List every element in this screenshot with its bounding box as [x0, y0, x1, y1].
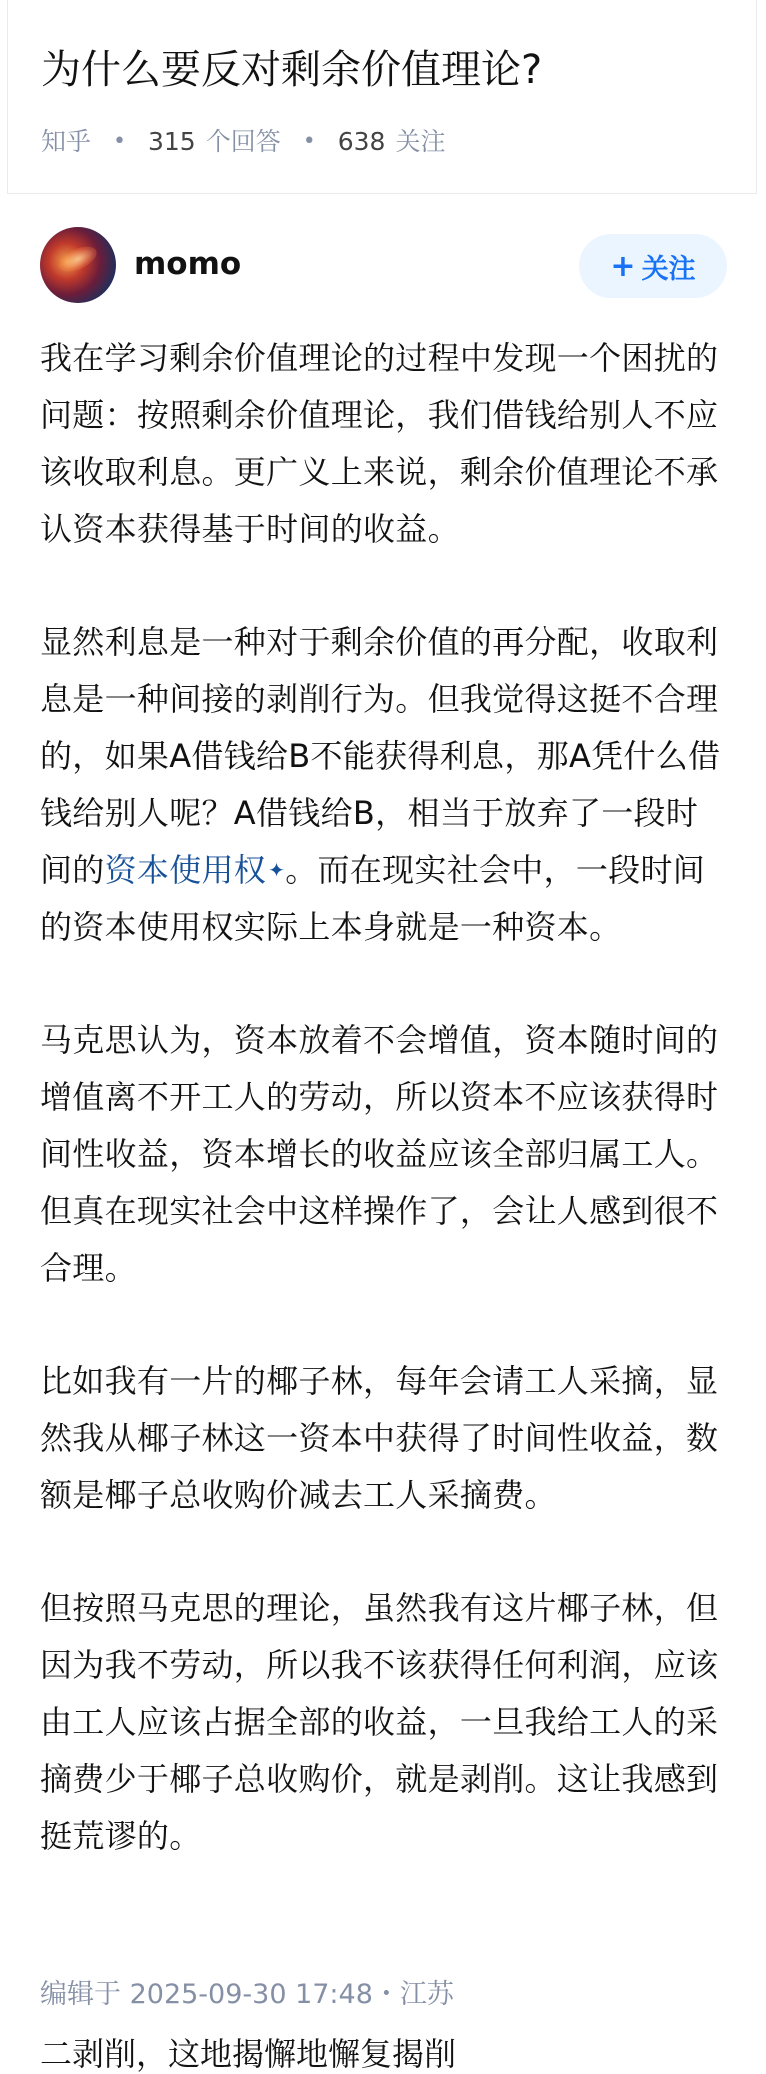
answer-paragraph: 但按照马克思的理论，虽然我有这片椰子林，但因为我不劳动，所以我不该获得任何利润，应该由工人应该占据全部的收益，一旦我给工人的采摘费少于椰子总收购价，就是剥削。这让我感到挺荒谬的。 [40, 1589, 719, 1855]
source-label: 知乎 [41, 127, 92, 156]
follow-button[interactable] [579, 234, 727, 298]
plus-icon: + [610, 248, 636, 284]
sparkle-icon: ✦ [268, 858, 286, 882]
answer-paragraph: 比如我有一片的椰子林，每年会请工人采摘，显然我从椰子林这一资本中获得了时间性收益，数额是椰子总收购价减去工人采摘费。 [40, 1362, 719, 1514]
answer-body [40, 330, 726, 1921]
answer-paragraph [40, 614, 726, 956]
question-card [7, 0, 757, 194]
follower-count: 638 [337, 127, 386, 156]
question-title[interactable]: 为什么要反对剩余价值理论? [41, 47, 543, 93]
answer-count-label: 个回答 [205, 127, 281, 156]
author-name[interactable]: momo [134, 246, 242, 282]
avatar-image-detail [56, 241, 101, 276]
avatar[interactable] [40, 227, 116, 303]
link-text: 资本使用权 [104, 851, 267, 889]
answer-paragraph: 我在学习剩余价值理论的过程中发现一个困扰的问题：按照剩余价值理论，我们借钱给别人不应该收取利息。更广义上来说，剩余价值理论不承认资本获得基于时间的收益。 [40, 339, 719, 548]
meta-separator: • [113, 129, 126, 154]
meta-separator: • [302, 129, 316, 154]
question-meta [41, 124, 445, 160]
answer-text: 。而在现实社会中，一段时间的资本使用权实际上本身就是一种资本。 [40, 851, 706, 946]
answer-paragraph: 马克思认为，资本放着不会增值，资本随时间的增值离不开工人的劳动，所以资本不应该获得时间性收益，资本增长的收益应该全部归属工人。但真在现实社会中这样操作了，会让人感到很不合理。 [40, 1021, 719, 1287]
follower-count-label: 关注 [395, 127, 446, 156]
follow-button-label: 关注 [641, 253, 696, 285]
cutoff-text: 二剥削，这地揭懈地懈复揭削 [40, 2035, 457, 2073]
edit-info: 编辑于 2025-09-30 17:48・江苏 [40, 1979, 454, 2010]
capital-use-right-link[interactable] [105, 851, 286, 889]
answer-count: 315 [148, 127, 196, 156]
answer-text: 显然利息是一种对于剩余价值的再分配，收取利息是一种间接的剥削行为。但我觉得这挺不合理的，如果A借钱给B不能获得利息，那A凭什么借钱给别人呢？A借钱给B，相当于放弃了一段时间的 [40, 623, 721, 889]
author-row [0, 224, 766, 308]
